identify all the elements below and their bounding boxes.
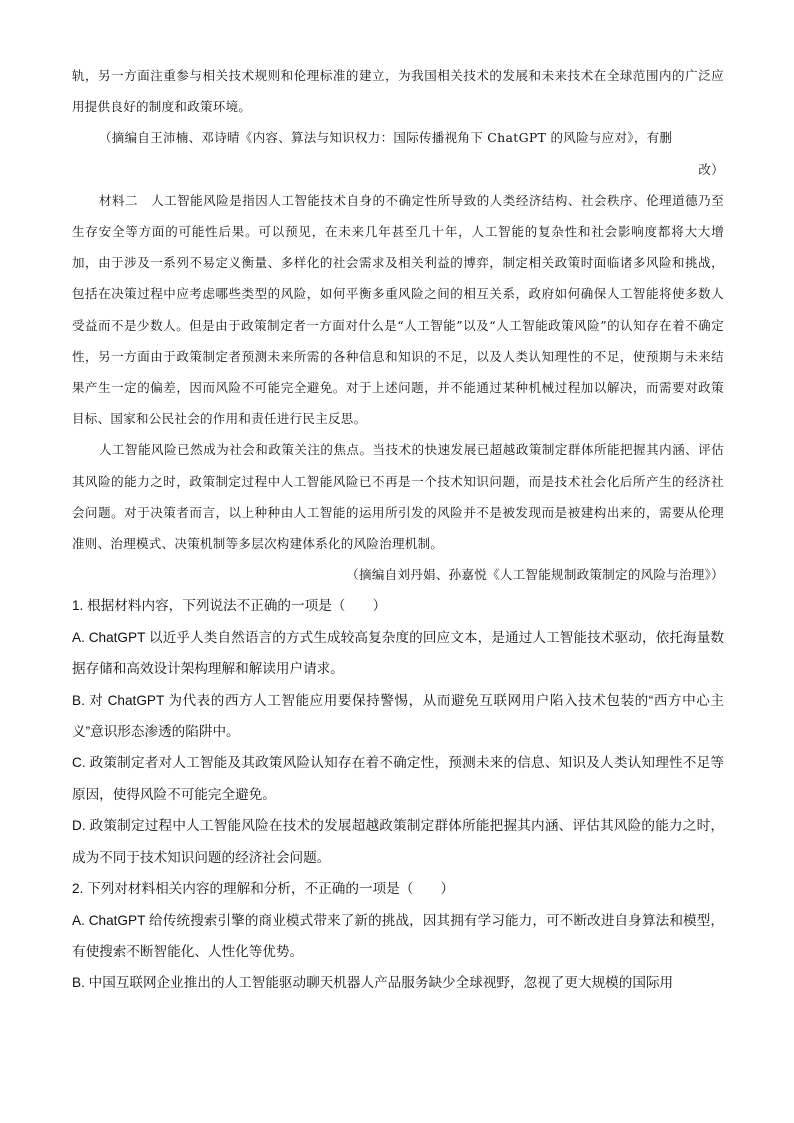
question-1-option-b[interactable]: B. 对 ChatGPT 为代表的西方人工智能应用要保持警惕，从而避免互联网用户陷入技术包装的“西方中心主义”意识形态渗透的陷阱中。	[72, 692, 724, 740]
source-citation-2: （摘编自刘丹娟、孙嘉悦《人工智能规制政策制定的风险与治理》）	[346, 567, 724, 583]
question-1-stem: 1. 根据材料内容，下列说法不正确的一项是（ ）	[72, 598, 387, 614]
source-citation-1: （摘编自王沛楠、邓诗晴《内容、算法与知识权力：国际传播视角下 ChatGPT 的风险与应对》，有删	[99, 130, 673, 146]
question-2-stem: 2. 下列对材料相关内容的理解和分析，不正确的一项是（ ）	[72, 881, 455, 897]
question-1-option-c[interactable]: C. 政策制定者对人工智能及其政策风险认知存在着不确定性，预测未来的信息、知识及人类认知理性不足等原因，使得风险不可能完全避免。	[72, 755, 724, 802]
question-1	[72, 590, 724, 873]
question-1-option-d[interactable]: D. 政策制定过程中人工智能风险在技术的发展超越政策制定群体所能把握其内涵、评估其风险的能力之时，成为不同于技术知识问题的经济社会问题。	[72, 818, 724, 865]
question-2-option-a[interactable]: A. ChatGPT 给传统搜索引擎的商业模式带来了新的挑战，因其拥有学习能力，可不断改进自身算法和模型，有使搜索不断智能化、人性化等优势。	[72, 912, 724, 959]
material2-paragraph-2: 人工智能风险已然成为社会和政策关注的焦点。当技术的快速发展已超越政策制定群体所能把握其内涵、评估其风险的能力之时，政策制定过程中人工智能风险已不再是一个技术知识问题，而是技术社会化后所产生的经济社会问题。对于决策者而言，以上种种由人工智能的运用所引发的风险并不是被发现而是被建构出来的，需要从伦理准则、治理模式、决策机制等多层次构建体系化的风险治理机制。	[72, 442, 724, 552]
question-1-option-a[interactable]: A. ChatGPT 以近乎人类自然语言的方式生成较高复杂度的回应文本，是通过人工智能技术驱动，依托海量数据存储和高效设计架构理解和解读用户请求。	[72, 629, 724, 677]
material1-tail-paragraph: 轨，另一方面注重参与相关技术规则和伦理标准的建立，为我国相关技术的发展和未来技术在全球范围内的广泛应用提供良好的制度和政策环境。	[72, 68, 724, 115]
question-2-option-b[interactable]: B. 中国互联网企业推出的人工智能驱动聊天机器人产品服务缺少全球视野，忽视了更大规模的国际用	[72, 975, 674, 991]
source-citation-1-end: 改）	[698, 161, 724, 177]
material2-paragraph-1: 材料二 人工智能风险是指因人工智能技术自身的不确定性所导致的人类经济结构、社会秩序、伦理道德乃至生存安全等方面的可能性后果。可以预见，在未来几年甚至几十年，人工智能的复杂性和社会影响度都将大大增加，由于涉及一系列不易定义衡量、多样化的社会需求及相关利益的博弈，制定相关政策时面临诸多风险和挑战，包括在决策过程中应考虑哪些类型的风险，如何平衡多重风险之间的相互关系，政府如何确保人工智能将使多数人受益而不是少数人。但是由于政策制定者一方面对什么是“人工智能”以及“人工智能政策风险”的认知存在着不确定性，另一方面由于政策制定者预测未来所需的各种信息和知识的不足，以及人类认知理性的不足，使预期与未来结果产生一定的偏差，因而风险不可能完全避免。对于上述问题，并不能通过某种机械过程加以解决，而需要对政策目标、国家和公民社会的作用和责任进行民主反思。	[72, 192, 724, 427]
document-page	[72, 60, 724, 999]
question-2	[72, 873, 724, 999]
